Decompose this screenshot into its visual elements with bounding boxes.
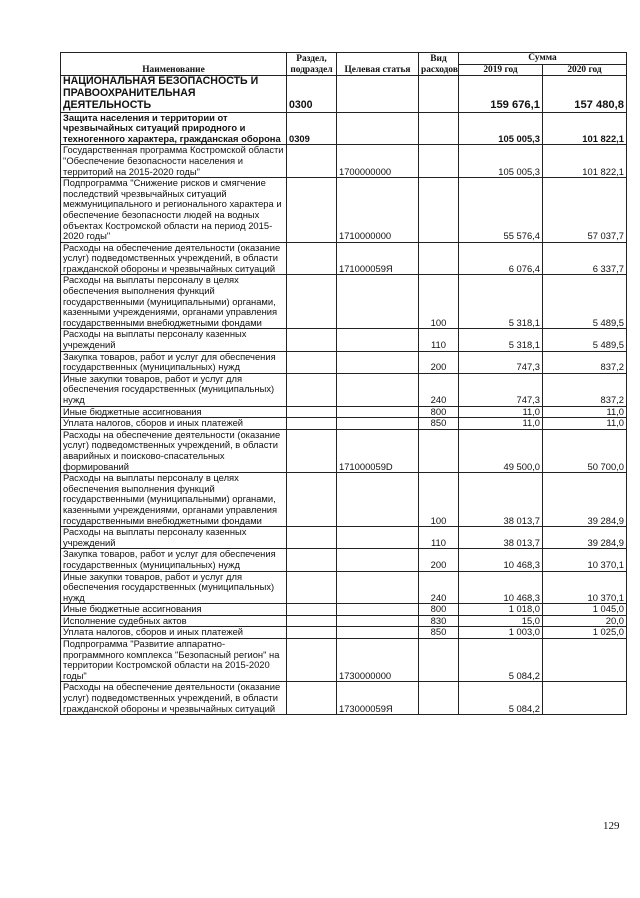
row-section-cell (287, 418, 337, 430)
header-target: Целевая статья (337, 53, 419, 76)
row-section-cell (287, 242, 337, 275)
table-row (61, 351, 627, 373)
row-type-cell (419, 429, 459, 472)
row-sum-2020-cell: 20,0 (543, 615, 627, 627)
table-row (61, 604, 627, 616)
row-name-cell: Закупка товаров, работ и услуг для обеспечения государственных (муниципальных) нужд (61, 549, 287, 571)
row-sum-2019-cell: 6 076,4 (459, 242, 543, 275)
table-row (61, 242, 627, 275)
row-type-cell: 850 (419, 418, 459, 430)
row-name-cell: Расходы на выплаты персоналу в целях обеспечения выполнения функций государственными (муниципальными) органами, казенными учреждениями, органами управления государственными внебюджетными фондами (61, 275, 287, 329)
row-type-cell: 100 (419, 473, 459, 527)
row-section-cell (287, 178, 337, 243)
row-sum-2019-cell: 1 018,0 (459, 604, 543, 616)
row-type-cell: 800 (419, 406, 459, 418)
table-row (61, 429, 627, 472)
row-sum-2019-cell: 105 005,3 (459, 145, 543, 178)
row-section-cell (287, 329, 337, 351)
row-name-cell: Уплата налогов, сборов и иных платежей (61, 418, 287, 430)
table-row (61, 406, 627, 418)
row-sum-2020-cell (543, 682, 627, 715)
header-sum: Сумма (459, 53, 627, 65)
row-sum-2019-cell: 5 084,2 (459, 682, 543, 715)
row-sum-2020-cell: 11,0 (543, 406, 627, 418)
row-section-cell (287, 373, 337, 406)
row-target-cell: 171000059Я (337, 242, 419, 275)
row-target-cell (337, 373, 419, 406)
row-sum-2019-cell: 10 468,3 (459, 571, 543, 604)
row-sum-2020-cell: 39 284,9 (543, 473, 627, 527)
row-target-cell (337, 329, 419, 351)
table-header (61, 53, 627, 76)
row-target-cell (337, 615, 419, 627)
row-target-cell: 171000059D (337, 429, 419, 472)
page-number: 129 (603, 820, 620, 832)
row-sum-2020-cell: 57 037,7 (543, 178, 627, 243)
row-name-cell: Расходы на выплаты персоналу в целях обеспечения выполнения функций государственными (муниципальными) органами, казенными учреждениями, органами управления государственными внебюджетными фондами (61, 473, 287, 527)
row-sum-2020-cell: 837,2 (543, 351, 627, 373)
row-type-cell: 850 (419, 627, 459, 639)
table-row (61, 473, 627, 527)
row-section-cell (287, 682, 337, 715)
row-sum-2019-cell: 38 013,7 (459, 527, 543, 549)
row-section-cell (287, 571, 337, 604)
row-section-cell (287, 429, 337, 472)
row-sum-2019-cell: 11,0 (459, 418, 543, 430)
row-type-cell: 200 (419, 549, 459, 571)
row-type-cell (419, 178, 459, 243)
row-target-cell (337, 549, 419, 571)
header-year-2019: 2019 год (459, 64, 543, 76)
table-row (61, 145, 627, 178)
header-name: Наименование (61, 53, 287, 76)
row-name-cell: Расходы на обеспечение деятельности (оказание услуг) подведомственных учреждений, в области аварийных и поисково-спасательных формирований (61, 429, 287, 472)
row-name-cell: Расходы на выплаты персоналу казенных учреждений (61, 527, 287, 549)
row-sum-2020-cell: 10 370,1 (543, 571, 627, 604)
table-row (61, 275, 627, 329)
row-type-cell (419, 76, 459, 112)
row-sum-2020-cell: 5 489,5 (543, 329, 627, 351)
row-target-cell (337, 275, 419, 329)
row-sum-2019-cell: 1 003,0 (459, 627, 543, 639)
table-row (61, 682, 627, 715)
row-type-cell: 200 (419, 351, 459, 373)
row-type-cell: 830 (419, 615, 459, 627)
row-target-cell (337, 473, 419, 527)
row-sum-2020-cell: 50 700,0 (543, 429, 627, 472)
row-sum-2019-cell: 38 013,7 (459, 473, 543, 527)
row-sum-2020-cell: 157 480,8 (543, 76, 627, 112)
row-target-cell: 173000059Я (337, 682, 419, 715)
table-row (61, 527, 627, 549)
row-sum-2019-cell: 5 084,2 (459, 639, 543, 682)
row-target-cell (337, 112, 419, 145)
header-section: Раздел, подраздел (287, 53, 337, 76)
table-row (61, 549, 627, 571)
table-body (61, 76, 627, 715)
row-type-cell (419, 112, 459, 145)
row-target-cell (337, 351, 419, 373)
row-section-cell (287, 627, 337, 639)
row-section-cell (287, 275, 337, 329)
row-sum-2019-cell: 747,3 (459, 351, 543, 373)
row-name-cell: Иные закупки товаров, работ и услуг для обеспечения государственных (муниципальных) нужд (61, 571, 287, 604)
row-section-cell (287, 351, 337, 373)
row-sum-2020-cell: 5 489,5 (543, 275, 627, 329)
row-section-cell: 0300 (287, 76, 337, 112)
table-row (61, 627, 627, 639)
budget-table (60, 52, 627, 715)
row-name-cell: НАЦИОНАЛЬНАЯ БЕЗОПАСНОСТЬ И ПРАВООХРАНИТЕЛЬНАЯ ДЕЯТЕЛЬНОСТЬ (61, 76, 287, 112)
row-name-cell: Закупка товаров, работ и услуг для обеспечения государственных (муниципальных) нужд (61, 351, 287, 373)
row-sum-2019-cell: 5 318,1 (459, 275, 543, 329)
row-name-cell: Иные закупки товаров, работ и услуг для обеспечения государственных (муниципальных) нужд (61, 373, 287, 406)
row-sum-2020-cell: 837,2 (543, 373, 627, 406)
row-name-cell: Исполнение судебных актов (61, 615, 287, 627)
row-section-cell (287, 473, 337, 527)
row-target-cell (337, 527, 419, 549)
row-name-cell: Уплата налогов, сборов и иных платежей (61, 627, 287, 639)
row-type-cell (419, 639, 459, 682)
row-target-cell (337, 604, 419, 616)
row-sum-2020-cell: 6 337,7 (543, 242, 627, 275)
row-target-cell: 1710000000 (337, 178, 419, 243)
row-type-cell: 110 (419, 329, 459, 351)
row-type-cell (419, 242, 459, 275)
row-name-cell: Подпрограмма "Развитие аппаратно-программного комплекса "Безопасный регион" на территории Костромской области на 2015-2020 годы" (61, 639, 287, 682)
row-sum-2019-cell: 15,0 (459, 615, 543, 627)
row-name-cell: Государственная программа Костромской области "Обеспечение безопасности населения и территорий на 2015-2020 годы" (61, 145, 287, 178)
row-sum-2020-cell: 10 370,1 (543, 549, 627, 571)
table-row (61, 329, 627, 351)
row-type-cell: 240 (419, 571, 459, 604)
row-name-cell: Подпрограмма "Снижение рисков и смягчение последствий чрезвычайных ситуаций межмуниципального и регионального характера и обеспечение безопасности людей на водных объектах Костромской области на период 2015-2020 годы" (61, 178, 287, 243)
row-sum-2020-cell: 1 025,0 (543, 627, 627, 639)
row-section-cell (287, 604, 337, 616)
row-target-cell (337, 76, 419, 112)
row-type-cell: 100 (419, 275, 459, 329)
row-sum-2019-cell: 10 468,3 (459, 549, 543, 571)
header-type: Вид расходов (419, 53, 459, 76)
row-section-cell (287, 549, 337, 571)
table-row (61, 639, 627, 682)
header-year-2020: 2020 год (543, 64, 627, 76)
row-name-cell: Защита населения и территории от чрезвычайных ситуаций природного и техногенного характера, гражданская оборона (61, 112, 287, 145)
table-row (61, 373, 627, 406)
row-target-cell (337, 418, 419, 430)
row-section-cell (287, 145, 337, 178)
row-target-cell: 1730000000 (337, 639, 419, 682)
row-sum-2019-cell: 55 576,4 (459, 178, 543, 243)
row-sum-2020-cell (543, 639, 627, 682)
row-sum-2019-cell: 11,0 (459, 406, 543, 418)
row-target-cell (337, 627, 419, 639)
row-section-cell (287, 406, 337, 418)
row-target-cell (337, 406, 419, 418)
row-section-cell (287, 639, 337, 682)
table-row (61, 615, 627, 627)
table-row (61, 418, 627, 430)
row-sum-2020-cell: 101 822,1 (543, 112, 627, 145)
row-sum-2019-cell: 49 500,0 (459, 429, 543, 472)
row-sum-2019-cell: 5 318,1 (459, 329, 543, 351)
row-name-cell: Расходы на обеспечение деятельности (оказание услуг) подведомственных учреждений, в области гражданской обороны и чрезвычайных ситуаций (61, 242, 287, 275)
row-name-cell: Расходы на обеспечение деятельности (оказание услуг) подведомственных учреждений, в области гражданской обороны и чрезвычайных ситуаций (61, 682, 287, 715)
row-name-cell: Иные бюджетные ассигнования (61, 406, 287, 418)
table-row (61, 571, 627, 604)
row-name-cell: Иные бюджетные ассигнования (61, 604, 287, 616)
row-section-cell (287, 527, 337, 549)
row-type-cell (419, 145, 459, 178)
row-sum-2020-cell: 11,0 (543, 418, 627, 430)
row-type-cell: 800 (419, 604, 459, 616)
table-row (61, 178, 627, 243)
row-sum-2020-cell: 1 045,0 (543, 604, 627, 616)
table-row (61, 112, 627, 145)
row-target-cell: 1700000000 (337, 145, 419, 178)
row-sum-2019-cell: 747,3 (459, 373, 543, 406)
row-sum-2020-cell: 39 284,9 (543, 527, 627, 549)
row-sum-2020-cell: 101 822,1 (543, 145, 627, 178)
row-section-cell: 0309 (287, 112, 337, 145)
row-type-cell (419, 682, 459, 715)
row-sum-2019-cell: 159 676,1 (459, 76, 543, 112)
row-type-cell: 110 (419, 527, 459, 549)
row-target-cell (337, 571, 419, 604)
row-sum-2019-cell: 105 005,3 (459, 112, 543, 145)
table-row (61, 76, 627, 112)
row-type-cell: 240 (419, 373, 459, 406)
row-name-cell: Расходы на выплаты персоналу казенных учреждений (61, 329, 287, 351)
row-section-cell (287, 615, 337, 627)
